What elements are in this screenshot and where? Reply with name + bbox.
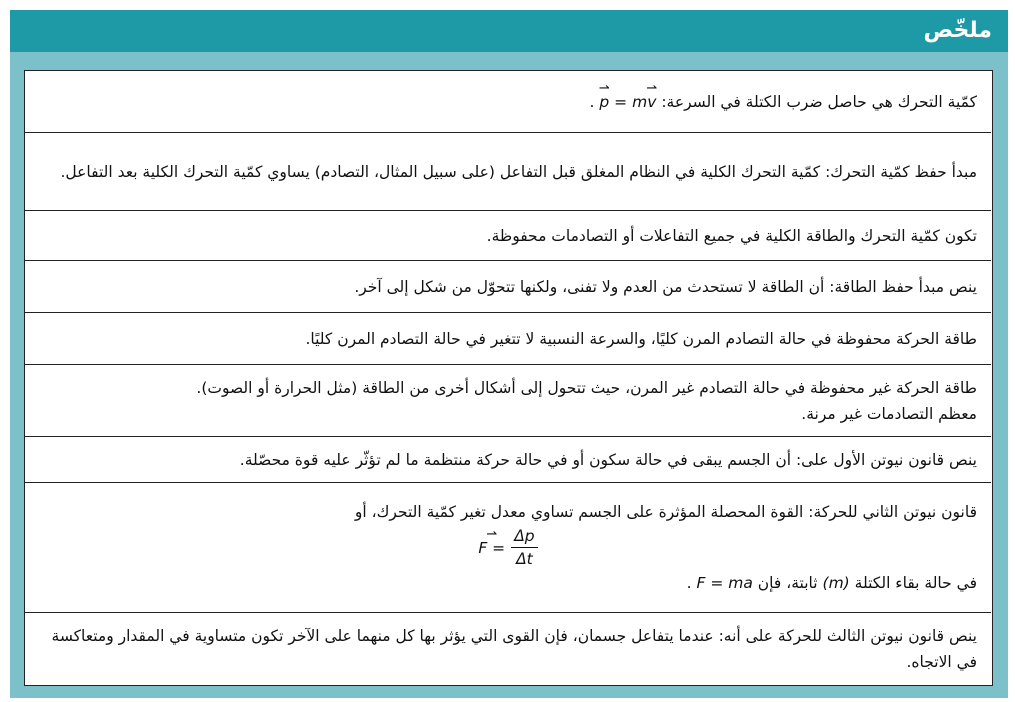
row-text-line3: في حالة بقاء الكتلة (854, 574, 977, 592)
row-text: ينص قانون نيوتن الأول على: أن الجسم يبقى في حالة سكون أو في حالة حركة منتظمة ما لم تؤثّر عليه قوة محصّلة. (239, 450, 977, 469)
row-text-line1: طاقة الحركة غير محفوظة في حالة التصادم غير المرن، حيث تتحول إلى أشكال أخرى من الطاقة (مثل الحرارة أو الصوت). (196, 378, 977, 397)
fraction-numerator: Δp (511, 525, 537, 548)
row-text-line3b: ثابتة، فإن (757, 574, 818, 592)
mass-symbol: (m) (822, 574, 850, 592)
newton-second-fraction (438, 525, 578, 570)
row-text: طاقة الحركة محفوظة في حالة التصادم المرن كليًا، والسرعة النسبية لا تتغير في حالة التصادم المرن كليًا. (305, 329, 977, 348)
row-text: تكون كمّية التحرك والطاقة الكلية في جميع التفاعلات أو التصادمات محفوظة. (486, 226, 977, 245)
summary-row-inelastic (25, 365, 991, 437)
summary-panel (10, 10, 1008, 698)
summary-row-momentum: كمّية التحرك هي حاصل ضرب الكتلة في السرعة: ⇀ p = m⇀ v . (25, 71, 991, 133)
row-text: مبدأ حفظ كمّية التحرك: كمّية التحرك الكلية في النظام المغلق قبل التفاعل (على سبيل المثال، التصادم) يساوي كمّية التحرك الكلية بعد التفاعل. (60, 162, 977, 181)
summary-row-momentum-energy (25, 211, 991, 261)
summary-row-newton-third (25, 613, 991, 685)
row-text: كمّية التحرك هي حاصل ضرب الكتلة في السرعة: (661, 92, 977, 111)
summary-title: ملخّص (923, 18, 992, 43)
row-text: ينص قانون نيوتن الثالث للحركة على أنه: عندما يتفاعل جسمان، فإن القوى التي يؤثر بها كل منهما على الآخر تكون متساوية في المقدار ومتعاكسة في الاتجاه. (51, 627, 977, 671)
summary-row-newton-second: قانون نيوتن الثاني للحركة: القوة المحصلة المؤثرة على الجسم تساوي معدل تغير كمّية التحرك، أو ⇀ F = $\frac{\Delta p}{\Delta t}$ في حالة بقاء الكتلة (m) ثابتة، فإن F = ma . (25, 483, 991, 613)
fraction-denominator: Δt (516, 550, 533, 568)
momentum-formula: ⇀ p = m⇀ v (599, 93, 656, 111)
row-text-line2: معظم التصادمات غير مرنة. (801, 404, 977, 423)
summary-row-conservation-momentum (25, 133, 991, 211)
row-text: ينص مبدأ حفظ الطاقة: أن الطاقة لا تستحدث من العدم ولا تفنى، ولكنها تتحوّل من شكل إلى آخر. (354, 277, 977, 296)
summary-row-conservation-energy (25, 261, 991, 313)
row-text-line1: قانون نيوتن الثاني للحركة: القوة المحصلة المؤثرة على الجسم تساوي معدل تغير كمّية التحرك، أو (354, 503, 977, 521)
summary-row-newton-first (25, 437, 991, 483)
summary-header (10, 10, 1008, 52)
formula-lhs: ⇀ F = (478, 537, 505, 559)
newton-second-formula: F = ma (696, 574, 753, 592)
summary-table (24, 70, 993, 686)
summary-row-elastic (25, 313, 991, 365)
